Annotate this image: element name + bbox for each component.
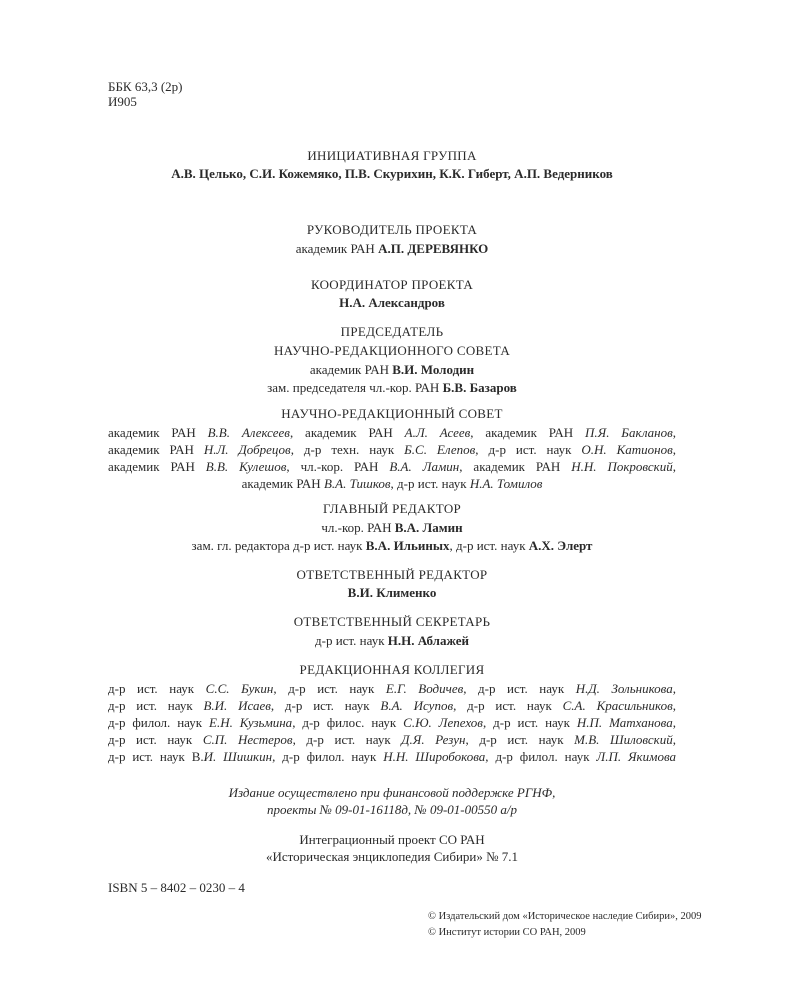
text-segment: «Историческая энциклопедия Сибири» № 7.1 — [265, 849, 519, 864]
section-heading — [108, 500, 676, 517]
text-segment: зам. гл. редактора д-р ист. наук — [191, 538, 366, 553]
italic-text: Н.Д. Зольникова — [575, 681, 673, 696]
italic-text: О.Н. Катионов — [581, 442, 673, 457]
italic-text: П.Я. Бакланов — [585, 425, 673, 440]
italic-text: В.А. Исупов — [380, 698, 454, 713]
text-segment: , д-р ист. наук — [270, 698, 381, 713]
text-segment: академик РАН — [108, 425, 208, 440]
text-segment: , д-р техн. наук — [290, 442, 405, 457]
bold-name: В.И. Клименко — [347, 585, 437, 600]
council-deputy-chair — [108, 379, 676, 396]
text-segment: зам. председателя чл.-кор. РАН — [267, 380, 443, 395]
text-segment: , чл.-кор. РАН — [286, 459, 390, 474]
text-segment: РУКОВОДИТЕЛЬ ПРОЕКТА — [306, 222, 478, 237]
italic-text: Н.Л. Добрецов — [203, 442, 291, 457]
section-heading — [108, 613, 676, 630]
series-title — [108, 848, 676, 865]
copyright-publisher — [428, 910, 702, 924]
text-segment: НАУЧНО-РЕДАКЦИОННЫЙ СОВЕТ — [281, 406, 503, 421]
text-segment: , — [672, 442, 677, 457]
bold-name: Н.А. Александров — [339, 295, 445, 310]
council-members-line — [108, 441, 676, 458]
executive-editor — [108, 584, 676, 601]
text-segment: академик РАН — [108, 459, 206, 474]
text-segment: , д-р ист. наук — [482, 715, 577, 730]
italic-text: проекты № 09-01-16118д, № 09-01-00550 а/р — [267, 802, 517, 817]
section-heading — [108, 566, 676, 583]
italic-text: Н.Н. Покровский — [571, 459, 673, 474]
italic-text: В.А. Ламин — [389, 459, 460, 474]
text-segment: ОТВЕТСТВЕННЫЙ РЕДАКТОР — [296, 567, 488, 582]
text-segment: , д-р филол. наук — [485, 749, 597, 764]
text-segment: академик РАН — [309, 362, 393, 377]
text-segment: , — [672, 698, 676, 713]
text-segment: , д-р ист. наук — [273, 681, 386, 696]
text-segment: , — [672, 732, 676, 747]
executive-secretary — [108, 632, 676, 649]
project-head — [108, 240, 676, 257]
funding-projects — [108, 801, 676, 818]
italic-text: С.А. Красильников — [562, 698, 673, 713]
text-segment: НАУЧНО-РЕДАКЦИОННОГО СОВЕТА — [273, 343, 511, 358]
text-segment: И905 — [108, 94, 137, 109]
section-heading — [108, 276, 676, 293]
chief-editor — [108, 519, 676, 536]
text-segment: д-р филол. наук — [108, 715, 210, 730]
text-segment: , д-р филол. наук — [272, 749, 384, 764]
text-segment: ГЛАВНЫЙ РЕДАКТОР — [322, 501, 462, 516]
italic-text: М.В. Шиловский — [574, 732, 673, 747]
text-segment: © Институт истории СО РАН, 2009 — [428, 927, 586, 938]
board-members-line — [108, 714, 676, 731]
italic-text: В.В. Алексеев — [207, 425, 290, 440]
text-segment: ПРЕДСЕДАТЕЛЬ — [340, 324, 444, 339]
italic-text: С.П. Нестеров — [202, 732, 293, 747]
text-segment: академик РАН — [295, 241, 379, 256]
text-segment: д-р ист. наук — [108, 732, 203, 747]
text-segment: © Издательский дом «Историческое наследие Сибири», 2009 — [428, 911, 702, 922]
board-members-line — [108, 697, 676, 714]
board-members-line — [108, 680, 676, 697]
section-heading — [108, 221, 676, 238]
text-segment: , д-р ист. наук — [465, 732, 575, 747]
bold-name: В.И. Молодин — [392, 362, 475, 377]
italic-text: Н.Н. Широбокова — [383, 749, 486, 764]
text-segment: , академик РАН — [459, 459, 572, 474]
council-members-line — [108, 475, 676, 492]
initiative-group-names — [108, 165, 676, 182]
italic-text: Издание осуществлено при финансовой поддержке РГНФ, — [228, 785, 556, 800]
bold-name: Н.Н. Аблажей — [387, 633, 469, 648]
italic-text: В.И. Исаев — [203, 698, 271, 713]
bold-name: А.П. ДЕРЕВЯНКО — [378, 241, 489, 256]
italic-text: И. Шишкин — [203, 749, 273, 764]
bold-name: В.А. Ламин — [394, 520, 463, 535]
italic-text: Л.П. Якимова — [596, 749, 676, 764]
text-segment: д-р ист. наук В. — [108, 749, 204, 764]
bold-name: А.Х. Элерт — [528, 538, 593, 553]
council-chair — [108, 361, 676, 378]
italic-text: В.В. Кулешов — [205, 459, 287, 474]
text-segment: , д-р ист. наук — [390, 476, 470, 491]
section-heading — [108, 342, 676, 359]
text-segment: , д-р ист. наук — [463, 681, 576, 696]
text-segment: , академик РАН — [289, 425, 405, 440]
italic-text: Е.Г. Водичев — [385, 681, 464, 696]
council-members-line — [108, 424, 676, 441]
italic-text: Б.С. Елепов — [404, 442, 476, 457]
italic-text: Е.Н. Кузьмина — [209, 715, 293, 730]
text-segment: , — [672, 459, 676, 474]
text-segment: д-р ист. наук — [315, 633, 388, 648]
integration-project — [108, 831, 676, 848]
funding-note — [108, 784, 676, 801]
text-segment: , — [672, 681, 676, 696]
text-segment: ББК 63,3 (2р) — [108, 79, 183, 94]
copyright-institute — [428, 926, 586, 940]
italic-text: Д.Я. Резун — [401, 732, 466, 747]
text-segment: ОТВЕТСТВЕННЫЙ СЕКРЕТАРЬ — [293, 614, 491, 629]
text-segment: академик РАН — [108, 442, 204, 457]
italic-text: В.А. Тишков — [323, 476, 391, 491]
text-segment: чл.-кор. РАН — [321, 520, 395, 535]
text-segment: Интеграционный проект СО РАН — [299, 832, 485, 847]
project-coordinator — [108, 294, 676, 311]
author-sign — [108, 93, 137, 110]
section-heading — [108, 323, 676, 340]
board-members-line — [108, 731, 676, 748]
section-heading — [108, 661, 676, 678]
bold-name: А.В. Целько, С.И. Кожемяко, П.В. Скурихин, К.К. Гиберт, А.П. Ведерников — [171, 166, 613, 181]
text-segment: , — [672, 425, 676, 440]
text-segment: , академик РАН — [470, 425, 586, 440]
text-segment: , д-р ист. наук — [449, 538, 529, 553]
text-segment: , д-р филос. наук — [292, 715, 404, 730]
text-segment: , д-р ист. наук — [453, 698, 563, 713]
text-segment: ISBN 5 – 8402 – 0230 – 4 — [108, 880, 245, 895]
italic-text: Н.А. Томилов — [469, 476, 543, 491]
text-segment: , д-р ист. наук — [475, 442, 582, 457]
deputy-chief-editors — [108, 537, 676, 554]
italic-text: С.С. Букин — [205, 681, 274, 696]
text-segment: ИНИЦИАТИВНАЯ ГРУППА — [307, 148, 477, 163]
bold-name: В.А. Ильиных — [365, 538, 450, 553]
text-segment: КООРДИНАТОР ПРОЕКТА — [310, 277, 474, 292]
italic-text: С.Ю. Лепехов — [403, 715, 483, 730]
text-segment: РЕДАКЦИОННАЯ КОЛЛЕГИЯ — [299, 662, 485, 677]
isbn — [108, 879, 245, 896]
italic-text: Н.П. Матханова — [576, 715, 673, 730]
board-members-line — [108, 748, 676, 765]
text-segment: , — [672, 715, 676, 730]
text-segment: д-р ист. наук — [108, 698, 204, 713]
bold-name: Б.В. Базаров — [442, 380, 517, 395]
section-heading — [108, 405, 676, 422]
council-members-line — [108, 458, 676, 475]
text-segment: д-р ист. наук — [108, 681, 206, 696]
section-heading — [108, 147, 676, 164]
italic-text: А.Л. Асеев — [404, 425, 471, 440]
text-segment: академик РАН — [241, 476, 324, 491]
text-segment: , д-р ист. наук — [292, 732, 402, 747]
